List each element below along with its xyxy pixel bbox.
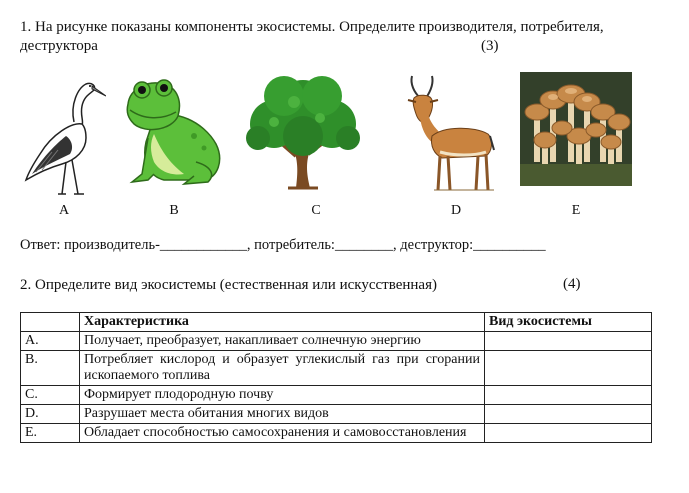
antelope-icon — [404, 74, 496, 192]
mushrooms-icon — [520, 72, 632, 186]
question-1-line-1: 1. На рисунке показаны компоненты экосистемы. Определите производителя, потребителя, — [20, 19, 604, 35]
label-d: D — [450, 203, 462, 218]
table-header-row — [21, 313, 652, 332]
row-letter: D. — [21, 405, 80, 424]
answer-cell[interactable] — [485, 386, 652, 405]
header-ecosystem-type: Вид экосистемы — [485, 313, 652, 332]
answer-cell[interactable] — [485, 332, 652, 351]
table-row — [21, 424, 652, 443]
row-text: Формирует плодородную почву — [80, 386, 485, 405]
row-text: Получает, преобразует, накапливает солнечную энергию — [80, 332, 485, 351]
row-letter: C. — [21, 386, 80, 405]
row-letter: A. — [21, 332, 80, 351]
table-row — [21, 351, 652, 386]
tree-icon — [244, 72, 362, 190]
label-c: C — [311, 203, 321, 218]
header-characteristic: Характеристика — [80, 313, 485, 332]
answer-cell[interactable] — [485, 424, 652, 443]
question-1-line-2: деструктора — [20, 38, 98, 54]
answer-cell[interactable] — [485, 351, 652, 386]
label-a: A — [58, 203, 70, 218]
table-row — [21, 405, 652, 424]
stork-icon — [22, 74, 106, 196]
ecosystem-table — [20, 312, 652, 443]
question-1-points: (3) — [481, 38, 499, 54]
question-2: 2. Определите вид экосистемы (естественная или искусственная) — [20, 277, 437, 293]
table-row — [21, 386, 652, 405]
row-text: Разрушает места обитания многих видов — [80, 405, 485, 424]
frog-icon — [124, 78, 226, 190]
row-text: Потребляет кислород и образует углекислый газ при сгорании ископаемого топлива — [80, 351, 485, 386]
row-letter: B. — [21, 351, 80, 386]
answer-line: Ответ: производитель-____________, потребитель:________, деструктор:__________ — [20, 237, 546, 253]
row-letter: E. — [21, 424, 80, 443]
label-b: B — [169, 203, 179, 218]
question-2-points: (4) — [563, 276, 581, 292]
row-text: Обладает способностью самосохранения и самовосстановления — [80, 424, 485, 443]
answer-cell[interactable] — [485, 405, 652, 424]
label-e: E — [571, 203, 581, 218]
table-row — [21, 332, 652, 351]
header-letter — [21, 313, 80, 332]
